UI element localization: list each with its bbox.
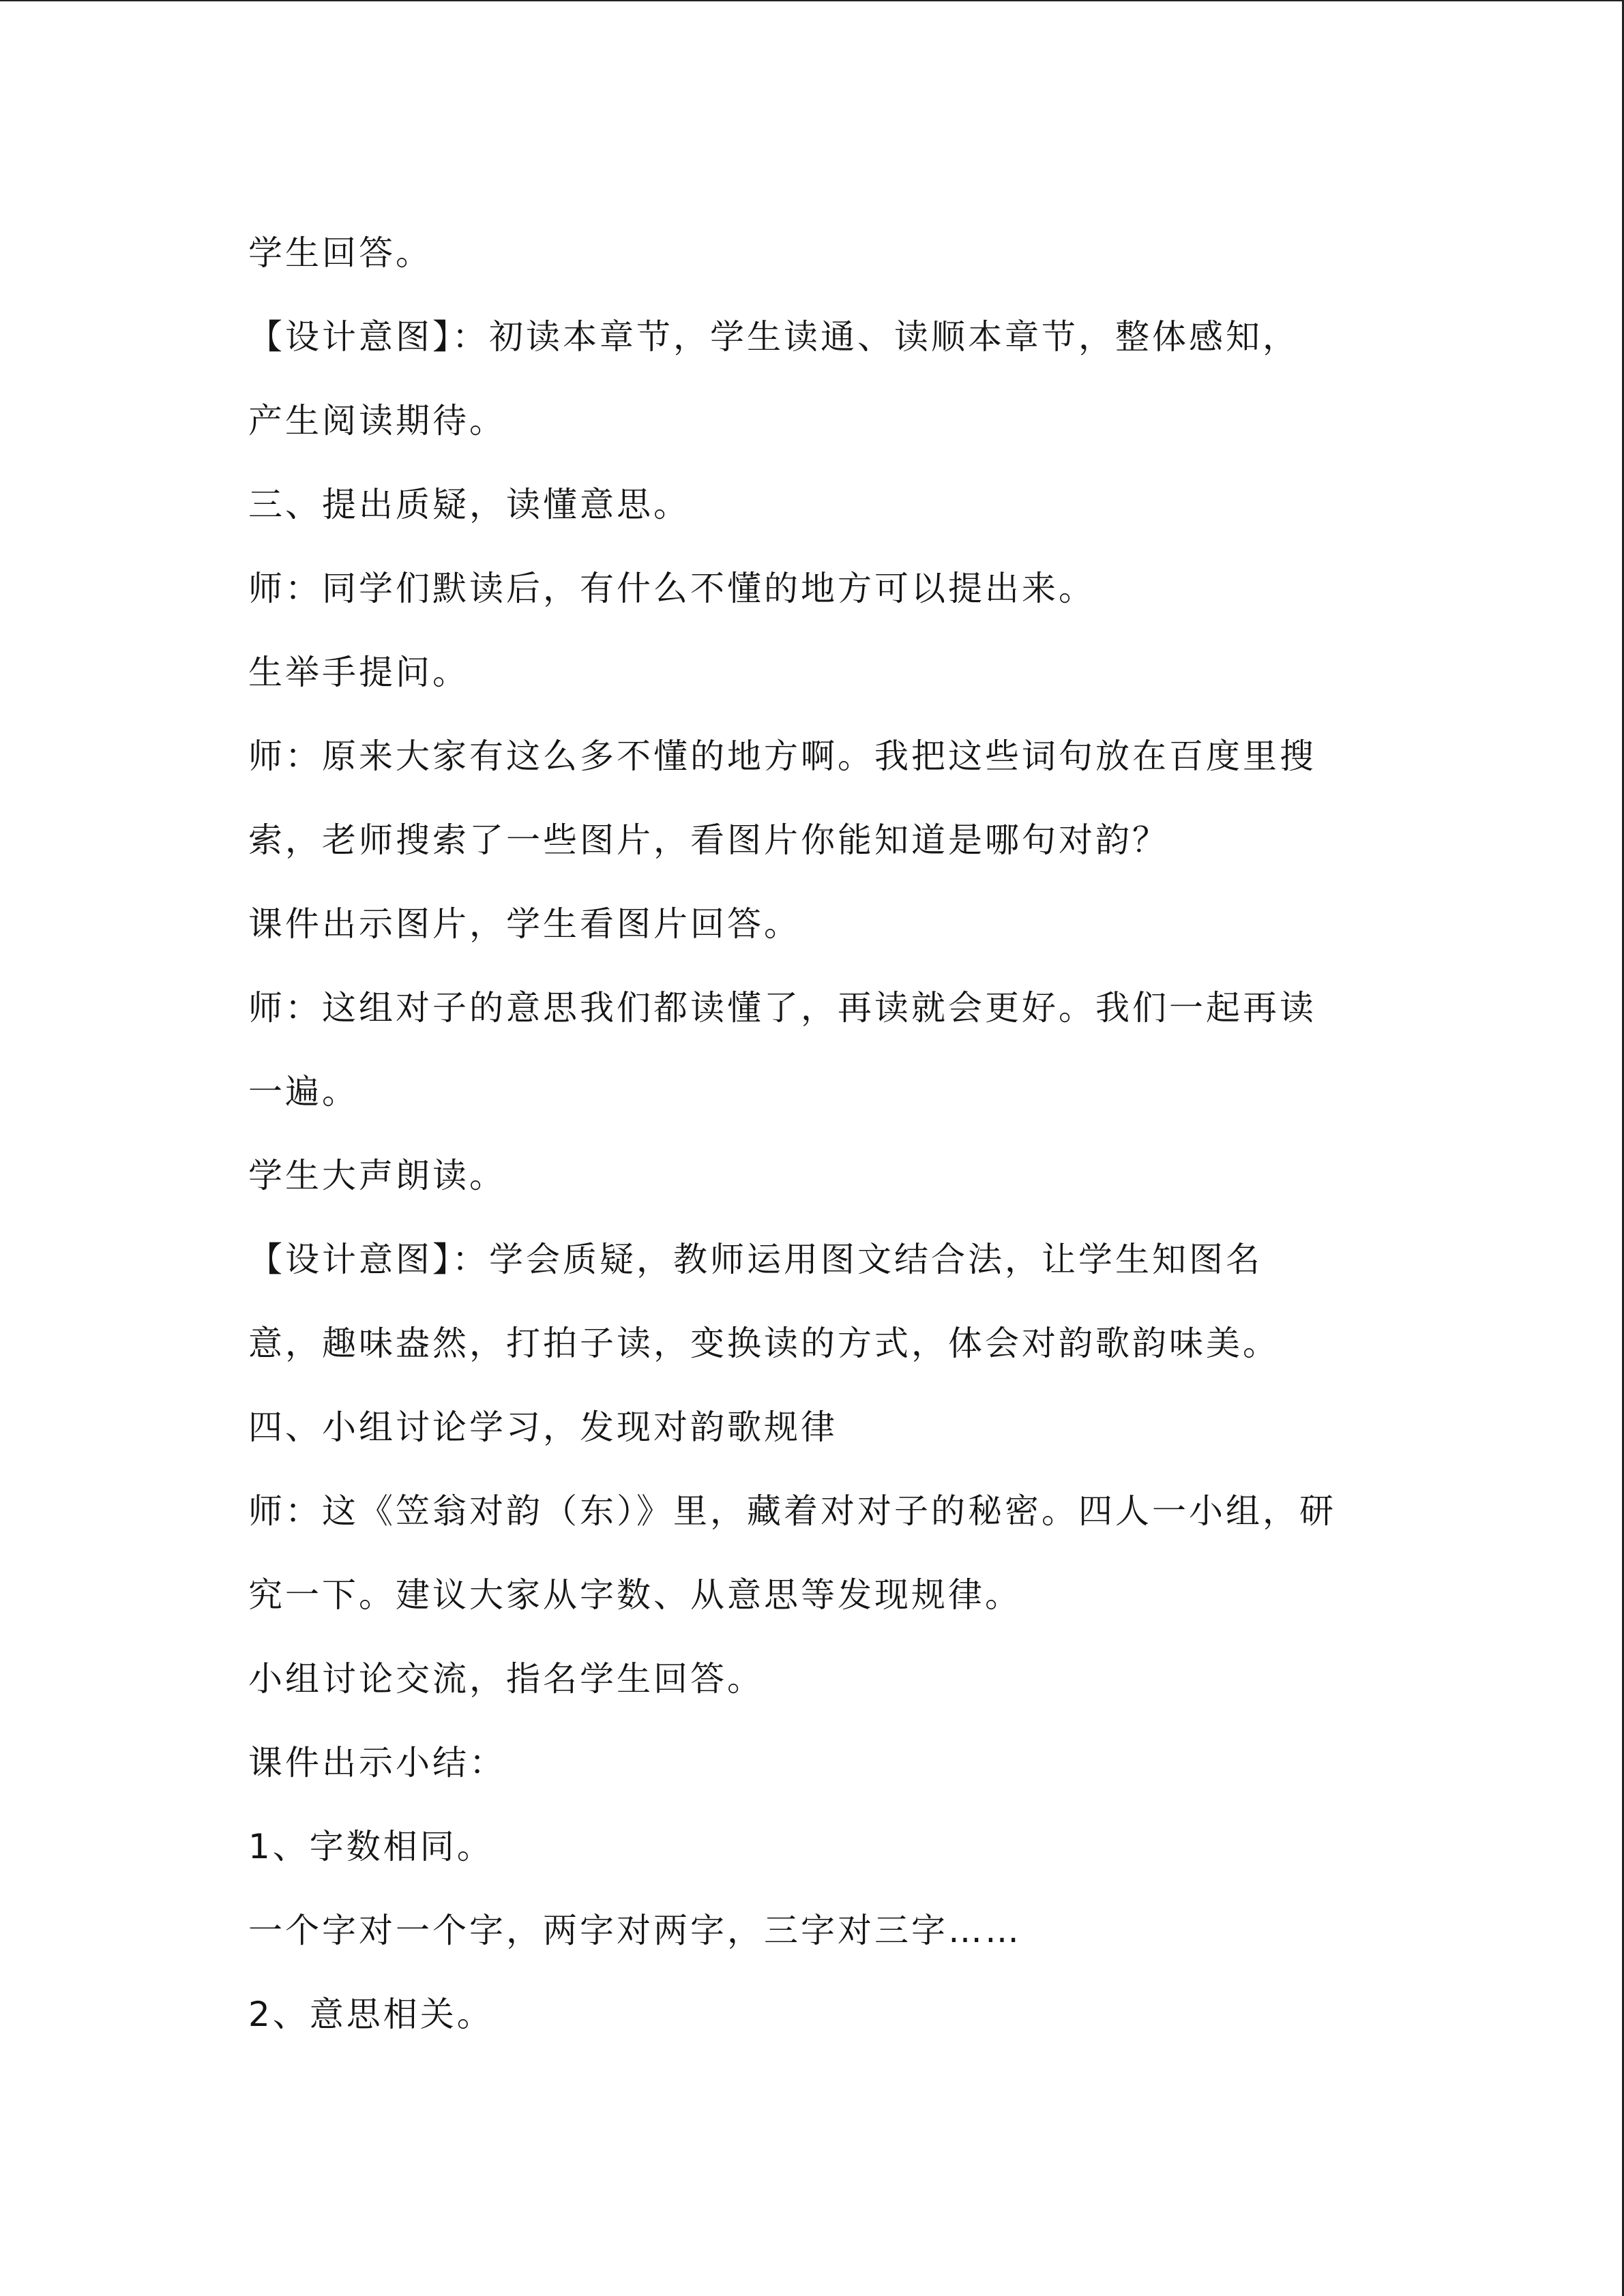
line-7: 师：原来大家有这么多不懂的地方啊。我把这些词句放在百度里搜	[248, 736, 1316, 776]
line-20: 1、字数相同。	[248, 1827, 494, 1866]
line-12: 学生大声朗读。	[248, 1156, 506, 1195]
line-19: 课件出示小结：	[248, 1743, 506, 1783]
line-16: 师：这《笠翁对韵（东）》里，藏着对对子的秘密。四人一小组，研	[248, 1491, 1336, 1531]
line-11: 一遍。	[248, 1072, 359, 1112]
line-3: 产生阅读期待。	[248, 401, 506, 441]
line-21: 一个字对一个字，两字对两字，三字对三字……	[248, 1911, 1022, 1950]
line-9: 课件出示图片，学生看图片回答。	[248, 904, 801, 944]
document-body	[248, 211, 1394, 2057]
line-13: 【设计意图】：学会质疑，教师运用图文结合法，让学生知图名	[248, 1240, 1263, 1279]
line-4: 三、提出质疑，读懂意思。	[248, 485, 690, 524]
line-14: 意，趣味盎然，打拍子读，变换读的方式，体会对韵歌韵味美。	[248, 1324, 1280, 1363]
line-18: 小组讨论交流，指名学生回答。	[248, 1659, 764, 1699]
line-6: 生举手提问。	[248, 653, 469, 692]
line-15: 四、小组讨论学习，发现对韵歌规律	[248, 1407, 838, 1447]
line-8: 索，老师搜索了一些图片，看图片你能知道是哪句对韵？	[248, 820, 1169, 860]
line-5: 师：同学们默读后，有什么不懂的地方可以提出来。	[248, 569, 1095, 608]
line-17: 究一下。建议大家从字数、从意思等发现规律。	[248, 1575, 1022, 1615]
line-22: 2、意思相关。	[248, 1995, 494, 2034]
line-2: 【设计意图】：初读本章节，学生读通、读顺本章节，整体感知，	[248, 317, 1299, 357]
page-top-border	[0, 0, 1624, 1]
line-10: 师：这组对子的意思我们都读懂了，再读就会更好。我们一起再读	[248, 988, 1316, 1028]
line-1: 学生回答。	[248, 233, 432, 273]
